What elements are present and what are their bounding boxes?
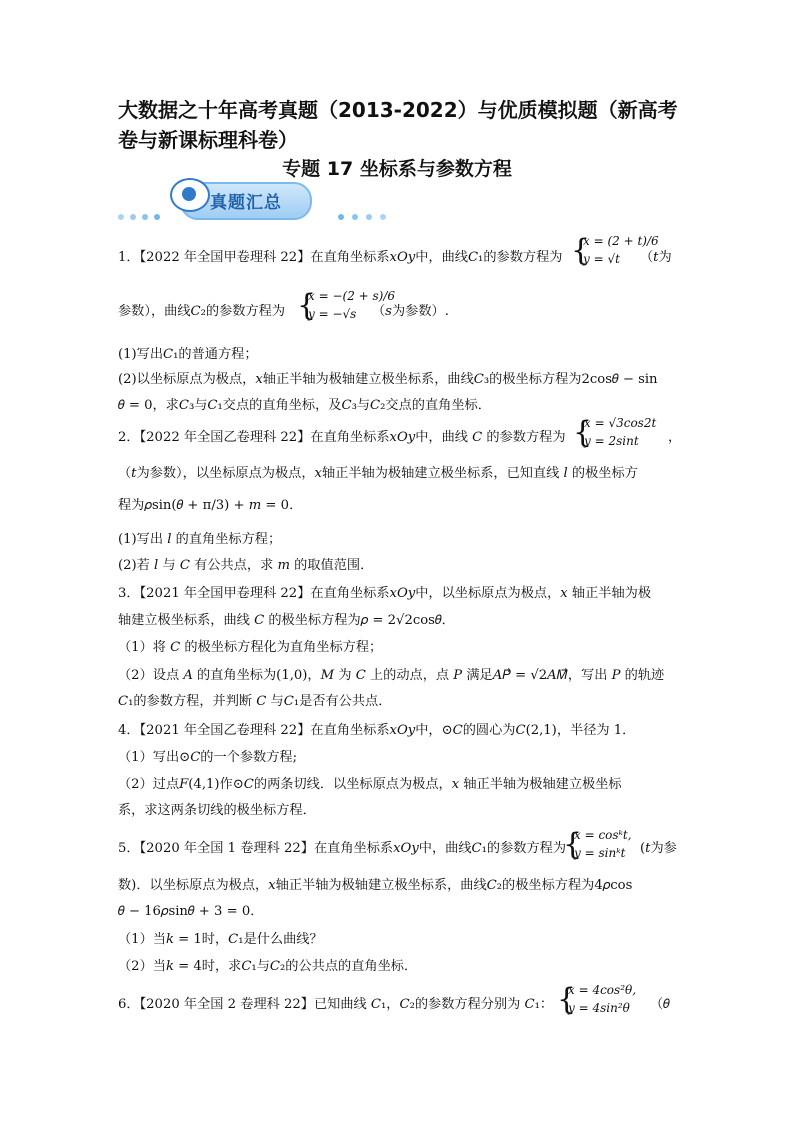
problem-1-q2-line1: (2)以坐标原点为极点，𝑥轴正半轴为极轴建立极坐标系，曲线𝐶₃的极坐标方程为2cos𝜃 − sin <box>118 372 658 387</box>
problem-1-q2-line2: 𝜃 = 0，求𝐶₃与𝐶₁交点的直角坐标，及𝐶₃与𝐶₂交点的直角坐标． <box>118 398 491 413</box>
problem-5-q1: （1）当𝑘 = 1时，𝐶₁是什么曲线？ <box>118 932 323 947</box>
document-title-line1: 大数据之十年高考真题（2013-2022）与优质模拟题（新高考 <box>118 98 678 122</box>
problem-3-line2: 轴建立极坐标系，曲线 𝐶 的极坐标方程为𝜌 = 2√2cos𝜃． <box>118 613 455 628</box>
problem-2-line2: （𝑡为参数），以坐标原点为极点，𝑥轴正半轴为极轴建立极坐标系，已知直线 𝑙 的极坐标方 <box>118 466 638 481</box>
problem-2-system-y: y = 2sint <box>584 434 639 448</box>
problem-4-line1: 4．【2021 年全国乙卷理科 22】在直角坐标系𝑥𝑂𝑦中，⊙𝐶的圆心为𝐶(2,1)，半径为 1． <box>118 723 636 738</box>
problem-3-line1: 3．【2021 年全国甲卷理科 22】在直角坐标系𝑥𝑂𝑦中，以坐标原点为极点，𝑥 轴正半轴为极 <box>118 586 652 601</box>
problem-1-line2: 参数），曲线𝐶₂的参数方程为 <box>118 304 286 319</box>
problem-1-line2-tail: （𝑠为参数）. <box>372 304 449 319</box>
topic-subtitle: 专题 17 坐标系与参数方程 <box>282 158 512 180</box>
banner-label: 真题汇总 <box>210 193 282 213</box>
problem-3-q2-line2: 𝐶₁的参数方程，并判断 𝐶 与𝐶₁是否有公共点． <box>118 694 392 709</box>
problem-2-line1: 2．【2022 年全国乙卷理科 22】在直角坐标系𝑥𝑂𝑦中，曲线 𝐶 的参数方程为 <box>118 430 566 445</box>
problem-1-line1-tail: （𝑡为 <box>640 250 672 265</box>
problem-1-stem: 1．【2022 年全国甲卷理科 22】在直角坐标系𝑥𝑂𝑦中，曲线𝐶₁的参数方程为 <box>118 250 563 265</box>
problem-3-q1: （1）将 𝐶 的极坐标方程化为直角坐标方程； <box>118 640 383 655</box>
problem-5-system-x: x = cosᵏt, <box>574 828 632 842</box>
problem-6-system-y: y = 4sin²θ <box>568 1001 630 1015</box>
problem-5-system-y: y = sinᵏt <box>574 846 626 860</box>
problem-3-q2-line1: （2）设点 𝐴 的直角坐标为(1,0)，𝑀 为 𝐶 上的动点，点 𝑃 满足𝐴𝑃⃗ = √2𝐴𝑀⃗，写出 𝑃 的轨迹 <box>118 668 665 683</box>
problem-2-q1: (1)写出 𝑙 的直角坐标方程； <box>118 532 282 547</box>
problem-5-line1: 5．【2020 年全国 1 卷理科 22】在直角坐标系𝑥𝑂𝑦中，曲线𝐶₁的参数方程为 <box>118 841 567 856</box>
problem-2-system-x: x = √3cos2t <box>584 416 657 430</box>
problem-4-q2-line2: 系，求这两条切线的极坐标方程． <box>118 803 316 818</box>
problem-4-q1: （1）写出⊙𝐶的一个参数方程; <box>118 750 298 765</box>
problem-5-line1-tail: (𝑡为参 <box>640 841 677 856</box>
problem-5-q2: （2）当𝑘 = 4时，求𝐶₁与𝐶₂的公共点的直角坐标． <box>118 959 418 974</box>
problem-1-system2-x: x = −(2 + s)/6 <box>308 289 396 303</box>
problem-6-line1-tail: （𝜃 <box>650 997 670 1012</box>
section-banner <box>118 178 398 224</box>
problem-2-line3: 程为𝜌sin(𝜃 + π/3) + 𝑚 = 0． <box>118 498 303 513</box>
problem-2-q2: (2)若 𝑙 与 𝐶 有公共点，求 𝑚 的取值范围． <box>118 558 374 573</box>
problem-6-system-x: x = 4cos²θ, <box>568 983 637 997</box>
problem-1-system1-x: x = (2 + t)/6 <box>583 234 659 248</box>
document-page: 大数据之十年高考真题（2013-2022）与优质模拟题（新高考 卷与新课标理科卷） 专题 17 坐标系与参数方程 真题汇总 1．【2022 年全国甲卷理科 22】在直角坐标系𝑥𝑂𝑦中，曲线𝐶₁的参数方程为 { x = (2 + t)/6 y = √t （𝑡为 参数），曲线𝐶₂的参数方程为 { x = −(2 + s)/6 y = −√s （𝑠为参数）. (1)写出𝐶₁的普通方程； (2)以坐标原点为极点，𝑥轴正半轴为极轴建立极坐标系，曲线𝐶₃的极坐标方程为2cos𝜃 − sin 𝜃 = 0，求𝐶₃与𝐶₁交点的直角坐标，及𝐶₃与𝐶₂交点的直角坐标． 2．【2022 年全国乙卷理科 22】在直角坐标系𝑥𝑂𝑦中，曲线 𝐶 的参数方程为 { x = √3cos2t y = 2sint ， （𝑡为参数），以坐标原点为极点，𝑥轴正半轴为极轴建立极坐标系，已知直线 𝑙 的极坐标方 程为𝜌sin(𝜃 + π/3) + 𝑚 = 0． (1)写出 𝑙 的直角坐标方程； (2)若 𝑙 与 𝐶 有公共点，求 𝑚 的取值范围． 3．【2021 年全国甲卷理科 22】在直角坐标系𝑥𝑂𝑦中，以坐标原点为极点，𝑥 轴正半轴为极 轴建立极坐标系，曲线 𝐶 的极坐标方程为𝜌 = 2√2cos𝜃． （1）将 𝐶 的极坐标方程化为直角坐标方程； （2）设点 𝐴 的直角坐标为(1,0)，𝑀 为 𝐶 上的动点，点 𝑃 满足𝐴𝑃⃗ = √2𝐴𝑀⃗，写出 𝑃 的轨迹 𝐶₁的参数方程，并判断 𝐶 与𝐶₁是否有公共点． 4．【2021 年全国乙卷理科 22】在直角坐标系𝑥𝑂𝑦中，⊙𝐶的圆心为𝐶(2,1)，半径为 1． （1）写出⊙𝐶的一个参数方程; （2）过点𝐹(4,1)作⊙𝐶的两条切线．以坐标原点为极点，𝑥 轴正半轴为极轴建立极坐标 系，求这两条切线的极坐标方程． 5．【2020 年全国 1 卷理科 22】在直角坐标系𝑥𝑂𝑦中，曲线𝐶₁的参数方程为 { x = cosᵏt, y = sinᵏt (𝑡为参 数)．以坐标原点为极点，𝑥轴正半轴为极轴建立极坐标系，曲线𝐶₂的极坐标方程为4𝜌cos 𝜃 − 16𝜌sin𝜃 + 3 = 0． （1）当𝑘 = 1时，𝐶₁是什么曲线？ （2）当𝑘 = 4时，求𝐶₁与𝐶₂的公共点的直角坐标． 6．【2020 年全国 2 卷理科 22】已知曲线 𝐶₁，𝐶₂的参数方程分别为 𝐶₁： { x = 4cos²θ, y = 4sin²θ （𝜃 <box>0 0 794 1123</box>
eye-icon <box>170 178 210 212</box>
problem-5-line3: 𝜃 − 16𝜌sin𝜃 + 3 = 0． <box>118 904 264 919</box>
problem-4-q2-line1: （2）过点𝐹(4,1)作⊙𝐶的两条切线．以坐标原点为极点，𝑥 轴正半轴为极轴建立极坐标 <box>118 777 622 792</box>
problem-6-line1: 6．【2020 年全国 2 卷理科 22】已知曲线 𝐶₁，𝐶₂的参数方程分别为 𝐶₁： <box>118 997 554 1012</box>
document-title-line2: 卷与新课标理科卷） <box>118 128 298 152</box>
problem-1-system2-y: y = −√s <box>308 307 357 321</box>
problem-1-q1: (1)写出𝐶₁的普通方程； <box>118 347 258 362</box>
problem-1-system1-y: y = √t <box>583 252 620 266</box>
problem-2-line1-tail: ， <box>668 430 682 445</box>
problem-5-line2: 数)．以坐标原点为极点，𝑥轴正半轴为极轴建立极坐标系，曲线𝐶₂的极坐标方程为4𝜌cos <box>118 878 633 893</box>
